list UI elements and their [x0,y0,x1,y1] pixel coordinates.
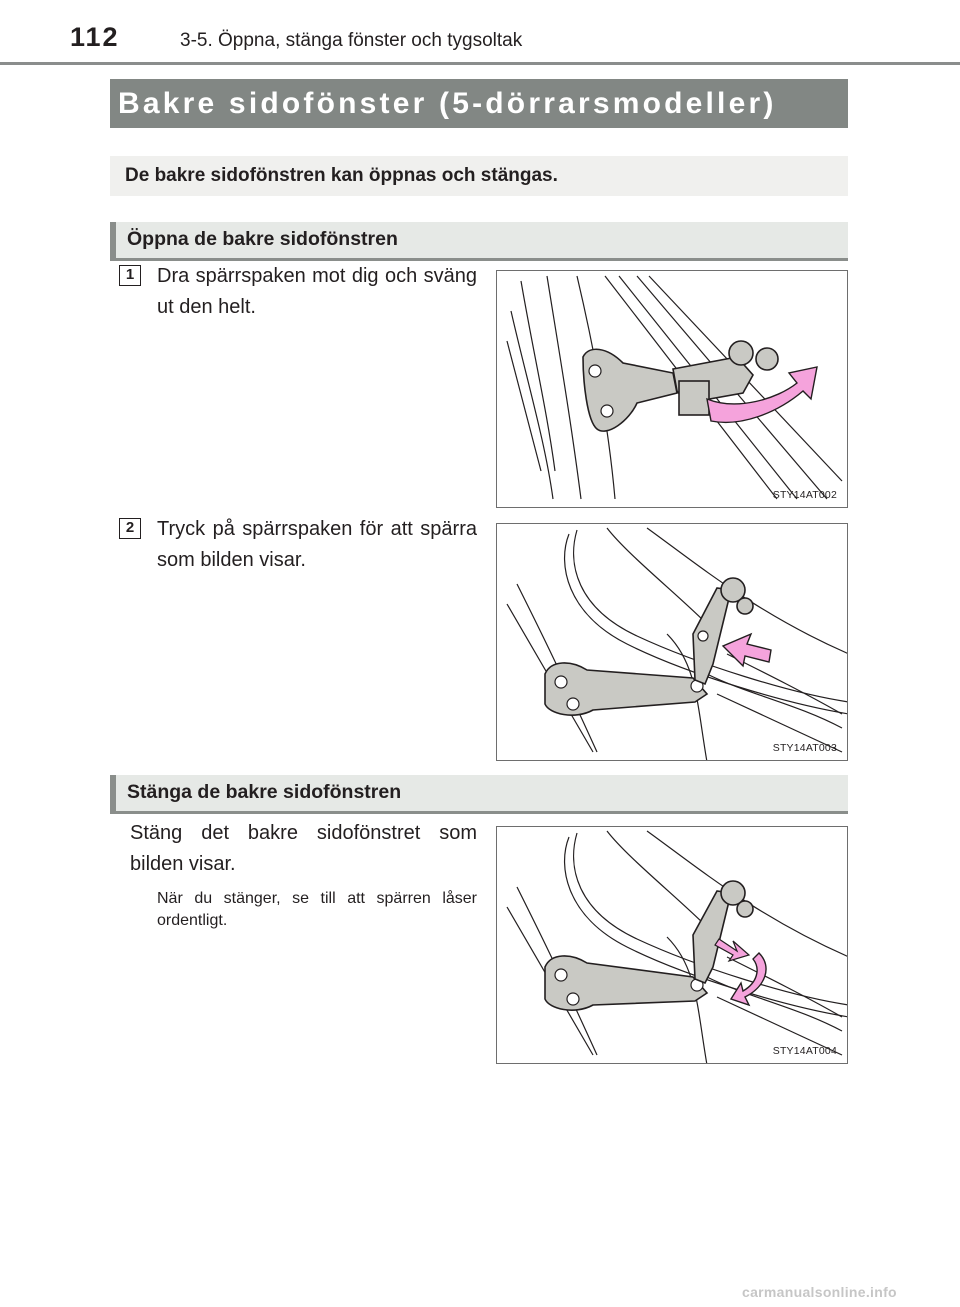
page-number: 112 [70,22,120,52]
figure-code-2: STY14AT003 [772,742,837,754]
watermark: carmanualsonline.info [742,1284,897,1300]
intro-box [110,156,848,196]
figure-close-latch [496,826,848,1064]
figure-code-3: STY14AT004 [772,1045,837,1057]
close-heading-text: Stänga de bakre sidofönstren [127,781,402,803]
header-divider [0,62,960,65]
latch-illustration-2 [497,524,848,761]
section-title-bar [110,79,848,128]
latch-illustration-3 [497,827,848,1064]
close-note: När du stänger, se till att spärren låser ordentligt. [157,890,477,929]
chapter-title: 3-5. Öppna, stänga fönster och tygsoltak [180,30,523,51]
section-title: Bakre sidofönster (5-dörrarsmodeller) [118,87,777,120]
figure-code-1: STY14AT002 [772,489,837,501]
figure-open-latch [496,270,848,508]
step-2-badge: 2 [119,518,141,539]
step-1-text: Dra spärrspaken mot dig och sväng ut den helt. [157,265,477,318]
open-heading-text: Öppna de bakre sidofönstren [127,228,398,250]
close-text: Stäng det bakre sidofönstret som bilden visar. [130,822,477,875]
step-1-badge: 1 [119,265,141,286]
open-heading [110,222,848,258]
latch-illustration-1 [497,271,848,508]
intro-text: De bakre sidofönstren kan öppnas och stängas. [125,165,558,186]
step-2-text: Tryck på spärrspaken för att spärra som bilden visar. [157,518,477,571]
figure-lock-latch [496,523,848,761]
close-heading [110,775,848,811]
